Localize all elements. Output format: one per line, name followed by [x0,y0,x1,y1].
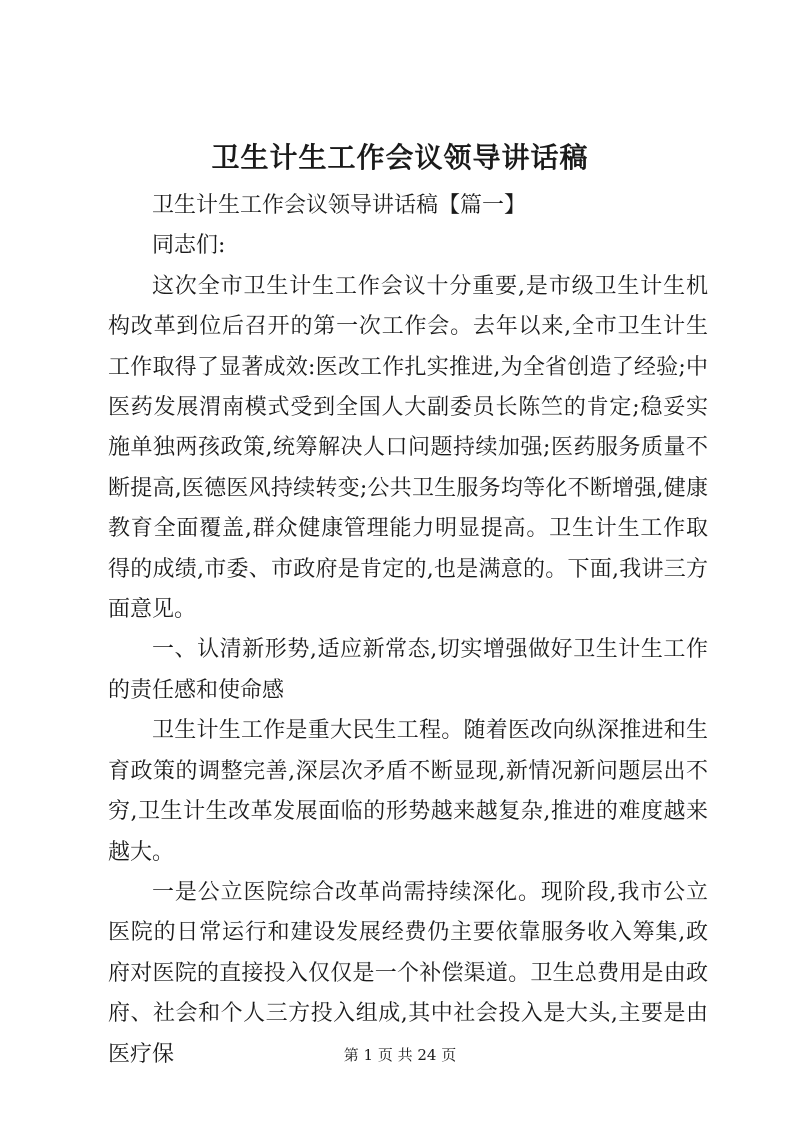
body-paragraph: 卫生计生工作是重大民生工程。随着医改向纵深推进和生育政策的调整完善,深层次矛盾不断显现,新情况新问题层出不穷,卫生计生改革发展面临的形势越来越复杂,推进的难度越来越大。 [108,718,708,865]
body-paragraph: 一是公立医院综合改革尚需持续深化。现阶段,我市公立医院的日常运行和建设发展经费仍主要依靠服务收入筹集,政府对医院的直接投入仅仅是一个补偿渠道。卫生总费用是由政府、社会和个人三方投入组成,其中社会投入是大头,主要是由医疗保 [108,879,708,1067]
body-paragraph: 这次全市卫生计生工作会议十分重要,是市级卫生计生机构改革到位后召开的第一次工作会。去年以来,全市卫生计生工作取得了显著成效:医改工作扎实推进,为全省创造了经验;中医药发展渭南模式受到全国人大副委员长陈竺的肯定;稳妥实施单独两孩政策,统筹解决人口问题持续加强;医药服务质量不断提高,医德医风持续转变;公共卫生服务均等化不断增强,健康教育全面覆盖,群众健康管理能力明显提高。卫生计生工作取得的成绩,市委、市政府是肯定的,也是满意的。下面,我讲三方面意见。 [108,273,708,623]
document-title: 卫生计生工作会议领导讲话稿 [211,141,589,174]
salutation-paragraph: 同志们: [152,233,226,259]
subtitle-paragraph: 卫生计生工作会议领导讲话稿【篇一】 [152,193,527,218]
document-body [108,186,708,1075]
section-heading-paragraph: 一、认清新形势,适应新常态,切实增强做好卫生计生工作的责任感和使命感 [108,637,708,703]
page-footer: 第 1 页 共 24 页 [343,1046,457,1064]
